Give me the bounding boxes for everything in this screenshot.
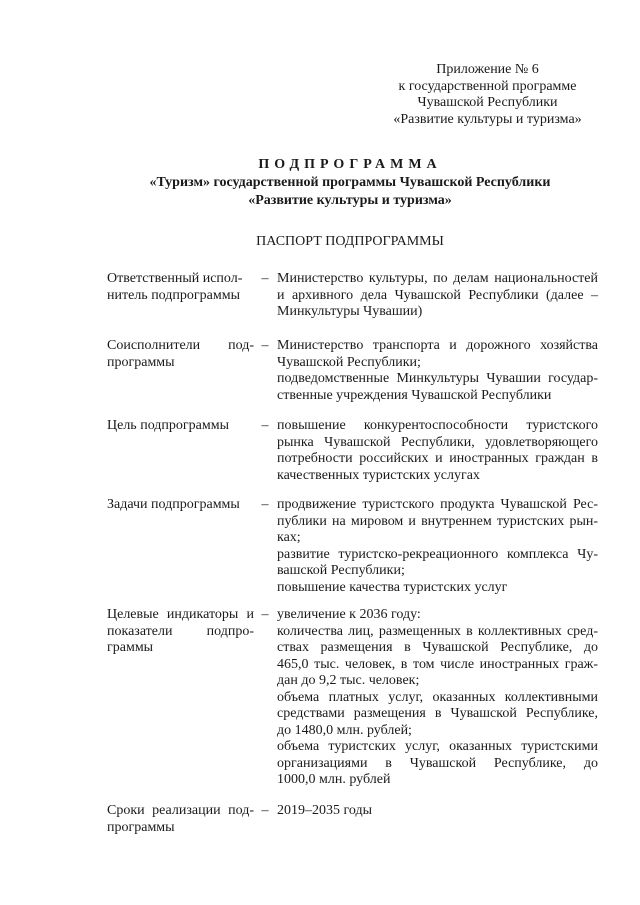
row-dash: – bbox=[261, 497, 269, 512]
value-line: 2019–2035 годы bbox=[277, 803, 373, 818]
row-value bbox=[277, 418, 598, 484]
passport-title: ПАСПОРТ ПОДПРОГРАММЫ bbox=[256, 234, 444, 249]
value-line: Министерство культуры, по делам национальностей bbox=[277, 271, 598, 286]
label-line: граммы bbox=[107, 640, 154, 655]
row-dash: – bbox=[261, 803, 269, 818]
value-line: продвижение туристского продукта Чувашской Рес- bbox=[277, 497, 598, 512]
appendix-line: Приложение № 6 bbox=[436, 62, 539, 77]
value-line: подведомственные Минкультуры Чувашии государ- bbox=[277, 371, 598, 386]
label-line: программы bbox=[107, 819, 175, 835]
value-line: публики на мировом и внутреннем туристских рын- bbox=[277, 513, 598, 529]
label-line: нитель подпрограммы bbox=[107, 287, 240, 303]
row-dash: – bbox=[261, 607, 269, 622]
value-line: повышение качества туристских услуг bbox=[277, 579, 508, 595]
label-line: Целевые индикаторы и bbox=[107, 607, 254, 622]
value-line: увеличение к 2036 году: bbox=[277, 607, 421, 622]
appendix-line: к государственной программе bbox=[398, 78, 577, 94]
value-line: объема платных услуг, оказанных коллективными bbox=[277, 689, 598, 705]
value-line: Чувашской Республики; bbox=[277, 354, 421, 370]
row-label bbox=[107, 803, 254, 836]
subtitle-line: «Туризм» государственной программы Чувашской Республики bbox=[149, 175, 551, 190]
label-line: Сроки реализации под- bbox=[107, 803, 254, 818]
row-label bbox=[107, 497, 254, 514]
value-line: развитие туристско-рекреационного комплекса Чу- bbox=[277, 546, 598, 562]
value-line: ственные учреждения Чувашской Республики bbox=[277, 387, 552, 403]
value-line: 465,0 тыс. человек, в том числе иностранных граж- bbox=[277, 656, 598, 672]
row-dash: – bbox=[261, 271, 269, 286]
value-line: вашской Республики; bbox=[277, 563, 405, 578]
row-label bbox=[107, 338, 254, 371]
row-label bbox=[107, 418, 254, 435]
value-line: количества лиц, размещенных в коллективных сред- bbox=[277, 623, 598, 639]
value-line: организациями в Чувашской Республике, до bbox=[277, 755, 598, 771]
value-line: объема туристских услуг, оказанных туристскими bbox=[277, 739, 598, 754]
value-line: качественных туристских услугах bbox=[277, 467, 480, 483]
label-line: Задачи подпрограммы bbox=[107, 497, 240, 512]
program-subtitle bbox=[80, 174, 620, 209]
row-dash: – bbox=[261, 418, 269, 433]
row-value bbox=[277, 338, 598, 404]
label-line: показатели подпро- bbox=[107, 623, 254, 639]
subtitle-line: «Развитие культуры и туризма» bbox=[248, 192, 452, 208]
row-value bbox=[277, 803, 598, 820]
value-line: средствами размещения в Чувашской Республике, bbox=[277, 706, 598, 721]
appendix-line: Чувашской Республики bbox=[417, 95, 558, 111]
value-line: дан до 9,2 тыс. человек; bbox=[277, 673, 420, 688]
row-value bbox=[277, 271, 598, 321]
value-line: повышение конкурентоспособности туристского bbox=[277, 418, 598, 433]
label-line: Соисполнители под- bbox=[107, 338, 254, 353]
label-line: Цель подпрограммы bbox=[107, 418, 229, 433]
value-line: ствах размещения в Чувашской Республике, до bbox=[277, 640, 598, 655]
row-value bbox=[277, 497, 598, 596]
value-line: до 1480,0 млн. рублей; bbox=[277, 722, 412, 738]
value-line: ках; bbox=[277, 530, 301, 545]
row-dash: – bbox=[261, 338, 269, 353]
value-line: 1000,0 млн. рублей bbox=[277, 772, 391, 787]
appendix-line: «Развитие культуры и туризма» bbox=[393, 111, 582, 127]
row-value bbox=[277, 607, 598, 789]
value-line: потребности российских и иностранных граждан в bbox=[277, 451, 598, 466]
program-title: ПОДПРОГРАММА bbox=[258, 157, 442, 172]
appendix-header bbox=[380, 62, 595, 128]
value-line: и архивного дела Чувашской Республики (далее – bbox=[277, 287, 598, 303]
value-line: Министерство транспорта и дорожного хозяйства bbox=[277, 338, 598, 353]
label-line: программы bbox=[107, 354, 175, 370]
row-label bbox=[107, 271, 254, 304]
value-line: рынка Чувашской Республики, удовлетворяющего bbox=[277, 434, 598, 450]
row-label bbox=[107, 607, 254, 657]
label-line: Ответственный испол- bbox=[107, 271, 243, 286]
value-line: Минкультуры Чувашии) bbox=[277, 304, 423, 319]
